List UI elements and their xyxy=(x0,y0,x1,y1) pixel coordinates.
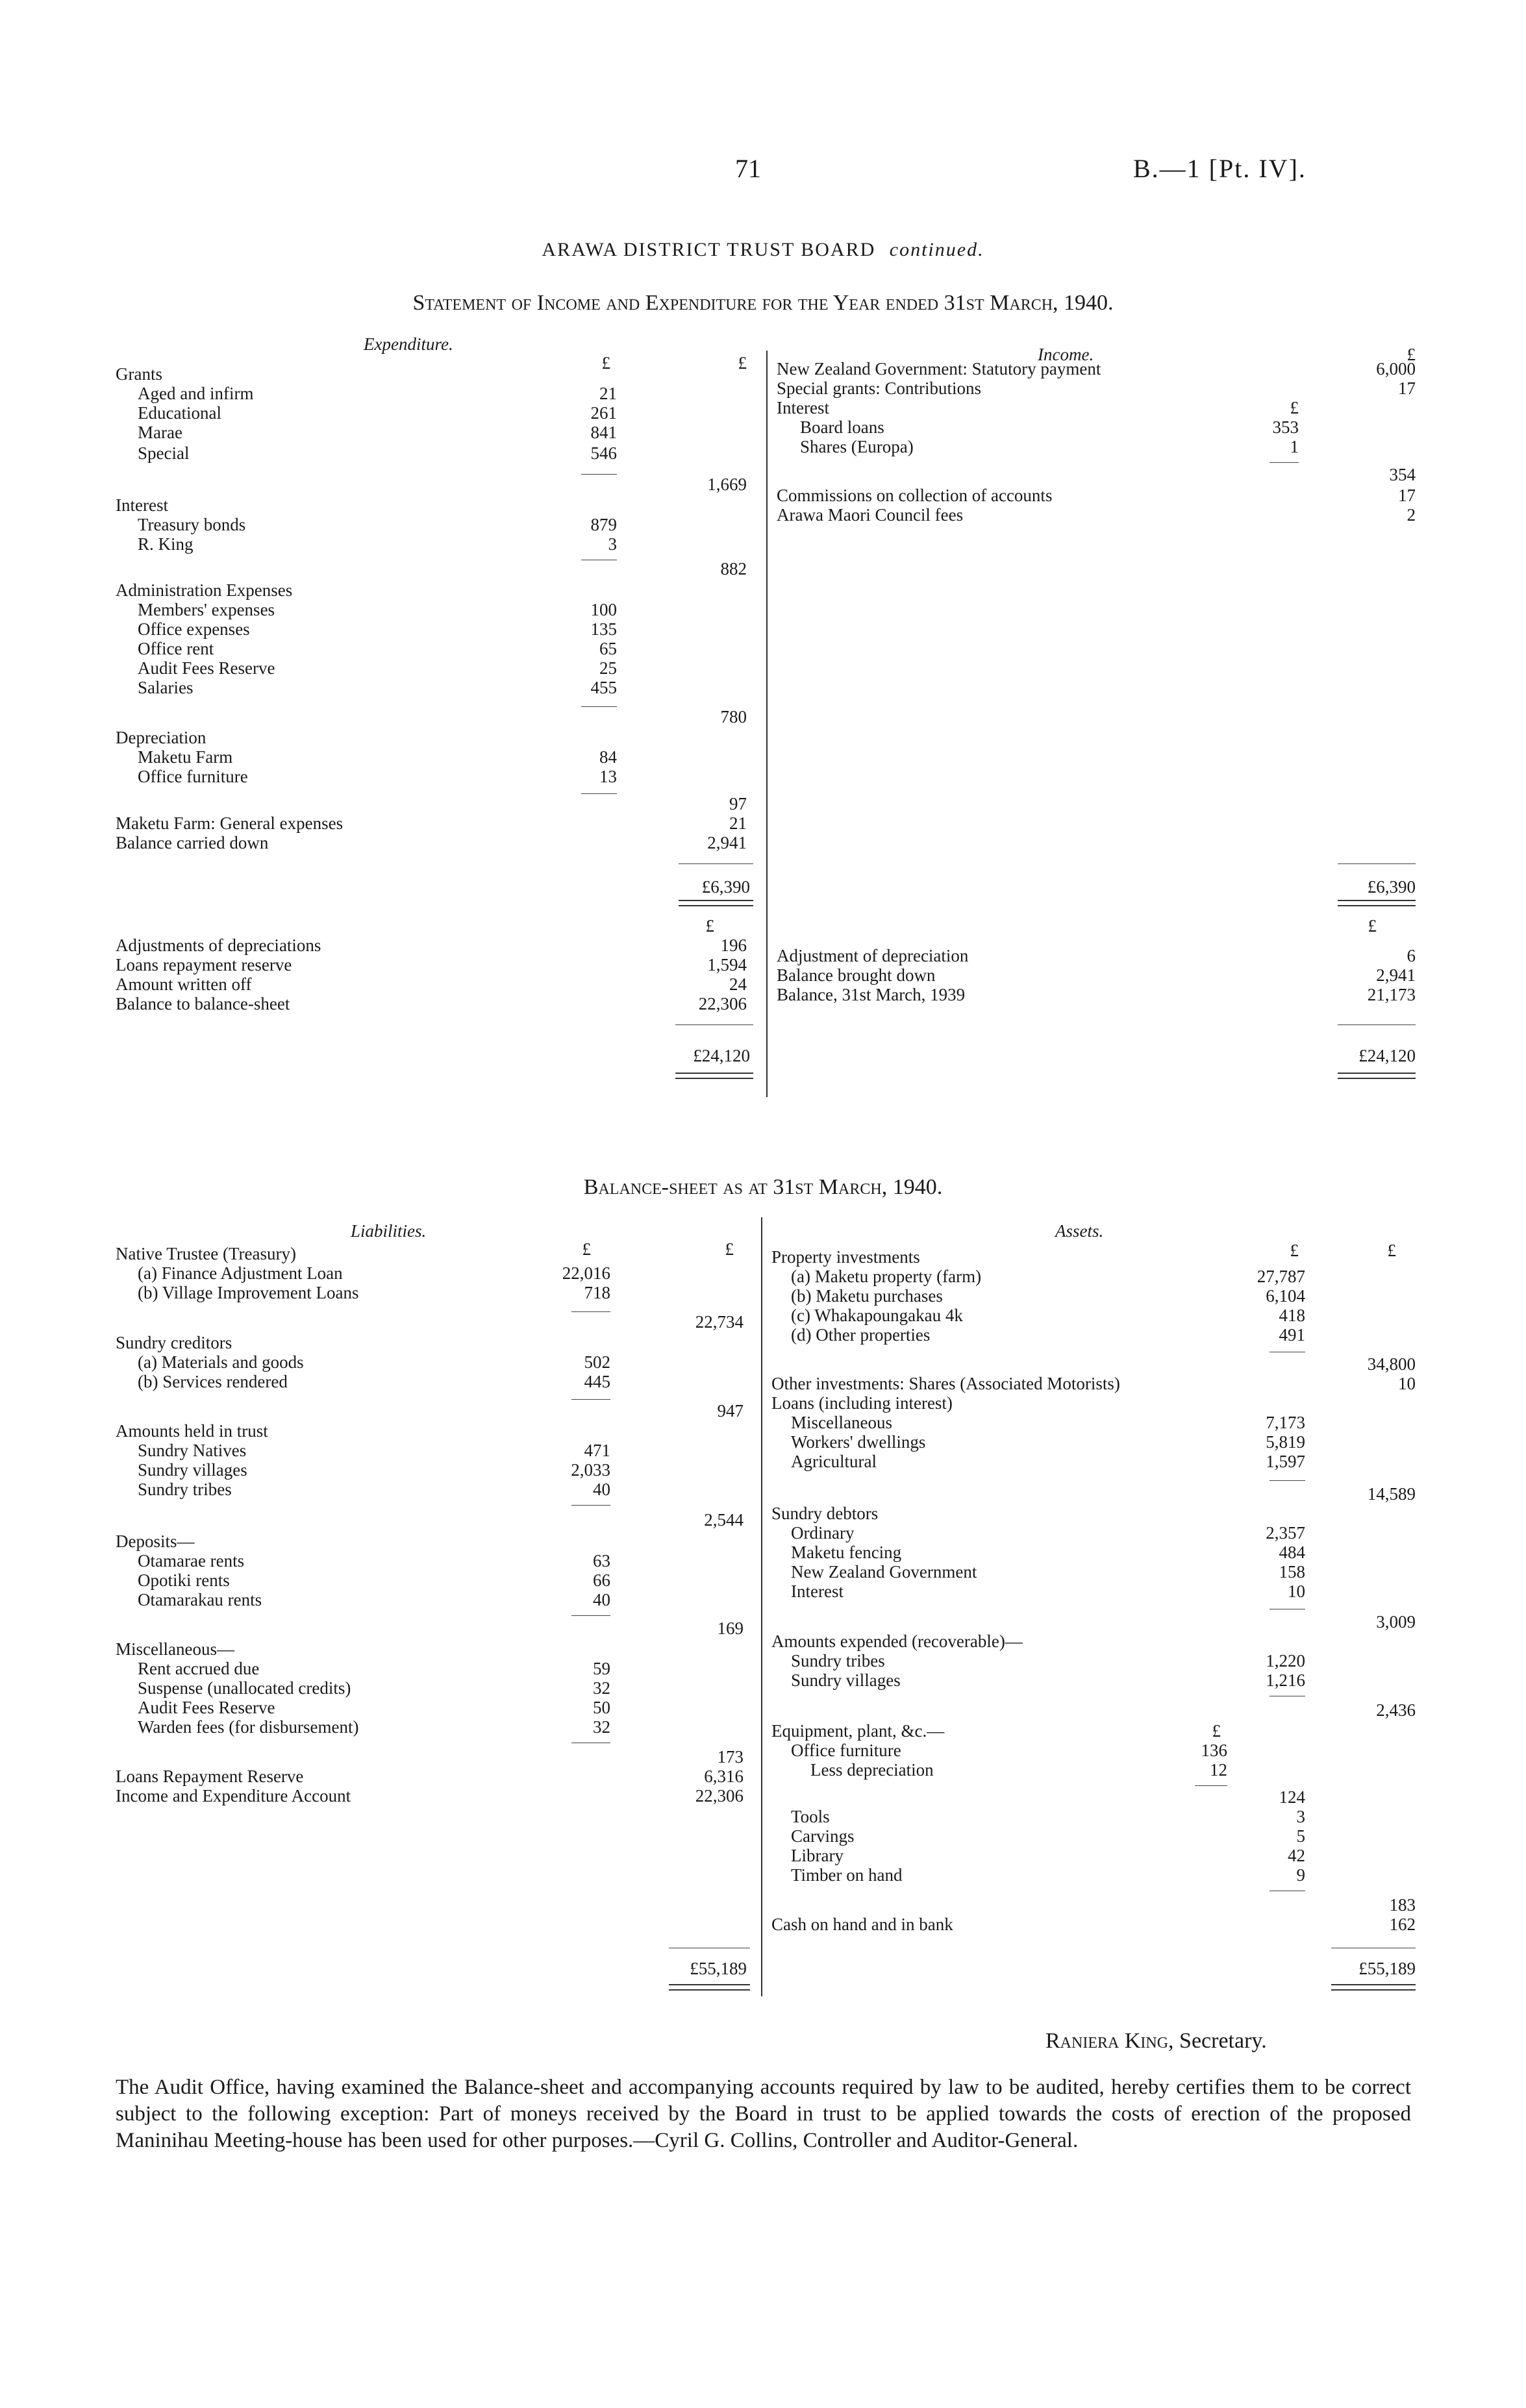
exp-col1-currency: £ xyxy=(601,353,610,373)
suspense-amount: 32 xyxy=(593,1678,610,1698)
liab-col2-currency: £ xyxy=(725,1239,734,1259)
signature: Raniera King, Secretary. xyxy=(1045,2029,1267,2053)
timber-label: Timber on hand xyxy=(791,1865,903,1885)
loans-reserve-amount: 1,594 xyxy=(707,955,747,974)
exp-total-rule xyxy=(679,863,753,864)
debtors-ordinary-label: Ordinary xyxy=(791,1523,855,1543)
trust-tribes-amount: 40 xyxy=(593,1480,610,1499)
rent-accrued-amount: 59 xyxy=(593,1659,610,1678)
materials-amount: 502 xyxy=(584,1352,610,1372)
signature-name: Raniera King xyxy=(1045,2029,1169,2053)
admin-members-label: Members' expenses xyxy=(138,600,275,619)
trust-villages-amount: 2,033 xyxy=(571,1460,610,1480)
inc-total: £6,390 xyxy=(1367,877,1416,897)
suspense-label: Suspense (unallocated credits) xyxy=(138,1678,351,1698)
assets-total: £55,189 xyxy=(1358,1959,1416,1978)
admin-subtotal-rule xyxy=(581,706,617,707)
special-grants-label: Special grants: Contributions xyxy=(777,379,981,398)
other-properties-amount: 491 xyxy=(1279,1325,1305,1345)
recoverable-tribes-label: Sundry tribes xyxy=(791,1651,885,1670)
balance-to-bs-amount: 22,306 xyxy=(698,994,747,1013)
admin-office-exp-label: Office expenses xyxy=(138,619,250,639)
equip-currency: £ xyxy=(1212,1721,1221,1741)
opotiki-label: Opotiki rents xyxy=(138,1570,230,1590)
less-depreciation-amount: 12 xyxy=(1210,1760,1227,1780)
admin-office-exp-amount: 135 xyxy=(590,619,617,639)
audit-reserve-amount: 50 xyxy=(593,1698,610,1717)
council-fees-label: Arawa Maori Council fees xyxy=(777,505,964,525)
native-trustee-label: Native Trustee (Treasury) xyxy=(116,1244,296,1263)
grants-label: Grants xyxy=(116,364,162,384)
warden-fees-label: Warden fees (for disbursement) xyxy=(138,1717,359,1737)
interest-total: 882 xyxy=(720,559,747,578)
maketu-fencing-label: Maketu fencing xyxy=(791,1543,902,1562)
agricultural-label: Agricultural xyxy=(791,1452,877,1471)
cash-amount: 162 xyxy=(1389,1915,1416,1934)
services-label: (b) Services rendered xyxy=(138,1372,288,1391)
whakapoungakau-amount: 418 xyxy=(1279,1306,1305,1325)
ie-account-amount: 22,306 xyxy=(695,1786,744,1806)
interest-label: Interest xyxy=(116,495,168,515)
asset-col2-currency: £ xyxy=(1387,1241,1396,1260)
tools-amount: 3 xyxy=(1296,1807,1305,1826)
inc-col2-currency: £ xyxy=(1407,345,1416,364)
liabilities-total: £55,189 xyxy=(690,1959,747,1978)
exp-total: £6,390 xyxy=(701,877,750,897)
admin-label: Administration Expenses xyxy=(116,580,293,600)
written-off-amount: 24 xyxy=(729,974,747,994)
bs-column-divider xyxy=(761,1217,762,1996)
admin-rent-label: Office rent xyxy=(138,639,214,658)
interest-treasury-amount: 879 xyxy=(590,515,617,534)
admin-rent-amount: 65 xyxy=(599,639,617,658)
native-trustee-rule xyxy=(571,1311,610,1312)
workers-dwellings-label: Workers' dwellings xyxy=(791,1432,926,1452)
signature-role: Secretary. xyxy=(1179,2029,1267,2053)
misc-total: 173 xyxy=(717,1747,744,1767)
other-investments-label: Other investments: Shares (Associated Motorists) xyxy=(771,1374,1120,1393)
workers-dwellings-amount: 5,819 xyxy=(1266,1432,1305,1452)
approp-right-total: £24,120 xyxy=(1358,1046,1416,1065)
net-furniture-amount: 124 xyxy=(1279,1787,1305,1807)
village-loans-label: (b) Village Improvement Loans xyxy=(138,1283,359,1302)
deposits-total: 169 xyxy=(717,1619,744,1638)
admin-salaries-label: Salaries xyxy=(138,678,194,697)
shares-europa-amount: 1 xyxy=(1290,437,1299,456)
commissions-amount: 17 xyxy=(1398,486,1416,505)
maketu-general-label: Maketu Farm: General expenses xyxy=(116,813,344,833)
commissions-label: Commissions on collection of accounts xyxy=(777,486,1053,505)
trust-label: Amounts held in trust xyxy=(116,1421,268,1441)
office-furniture-amount: 136 xyxy=(1201,1741,1227,1760)
balance-cd-amount: 2,941 xyxy=(707,833,747,852)
ngov-label: New Zealand Government: Statutory payment xyxy=(777,359,1101,379)
otamarae-amount: 63 xyxy=(593,1551,610,1570)
grant-educational-amount: 261 xyxy=(590,403,617,423)
furniture-rule xyxy=(1195,1785,1227,1786)
depreciation-label: Depreciation xyxy=(116,728,206,747)
trust-natives-amount: 471 xyxy=(584,1441,610,1460)
approp-left-total: £24,120 xyxy=(693,1046,750,1065)
grant-marae-label: Marae xyxy=(138,423,182,442)
nz-government-label: New Zealand Government xyxy=(791,1562,977,1582)
adj-depreciation-label: Adjustment of depreciation xyxy=(777,946,969,965)
approp-left-double-rule xyxy=(675,1073,753,1079)
recoverable-label: Amounts expended (recoverable)— xyxy=(771,1632,1023,1651)
grants-total: 1,669 xyxy=(707,475,747,494)
expenditure-heading: Expenditure. xyxy=(364,334,453,354)
otamarakau-label: Otamarakau rents xyxy=(138,1590,262,1609)
trust-rule xyxy=(571,1505,610,1506)
finance-loan-label: (a) Finance Adjustment Loan xyxy=(138,1263,343,1283)
rent-accrued-label: Rent accrued due xyxy=(138,1659,260,1678)
liabilities-heading: Liabilities. xyxy=(351,1221,427,1241)
warden-fees-amount: 32 xyxy=(593,1717,610,1737)
interest-treasury-label: Treasury bonds xyxy=(138,515,246,534)
dep-furniture-label: Office furniture xyxy=(138,767,248,786)
board-loans-amount: 353 xyxy=(1272,417,1299,437)
loans-total: 14,589 xyxy=(1367,1484,1416,1504)
loans-reserve-label: Loans repayment reserve xyxy=(116,955,292,974)
loans-label: Loans (including interest) xyxy=(771,1393,953,1413)
native-trustee-total: 22,734 xyxy=(695,1312,744,1332)
debtors-interest-label: Interest xyxy=(791,1582,844,1601)
maketu-fencing-amount: 484 xyxy=(1279,1543,1305,1562)
income-interest-total: 354 xyxy=(1389,465,1416,484)
income-interest-rule xyxy=(1270,462,1299,463)
balance-bd-amount: 2,941 xyxy=(1376,965,1416,985)
document-reference: B.—1 [Pt. IV]. xyxy=(1133,154,1307,183)
equipment-label: Equipment, plant, &c.— xyxy=(771,1721,945,1741)
debtors-total: 3,009 xyxy=(1376,1612,1416,1632)
carvings-label: Carvings xyxy=(791,1826,855,1846)
inc-total-rule xyxy=(1338,863,1416,864)
ngov-amount: 6,000 xyxy=(1376,359,1416,379)
trust-tribes-label: Sundry tribes xyxy=(138,1480,232,1499)
audit-reserve-label: Audit Fees Reserve xyxy=(138,1698,275,1717)
timber-amount: 9 xyxy=(1296,1865,1305,1885)
whakapoungakau-label: (c) Whakapoungakau 4k xyxy=(791,1306,963,1325)
nz-government-amount: 158 xyxy=(1279,1562,1305,1582)
admin-total: 780 xyxy=(720,707,747,726)
exp-col2-currency: £ xyxy=(738,353,747,373)
maketu-property-label: (a) Maketu property (farm) xyxy=(791,1267,982,1286)
recoverable-villages-amount: 1,216 xyxy=(1266,1670,1305,1690)
board-title-main: ARAWA DISTRICT TRUST BOARD xyxy=(542,239,876,260)
adj-depreciation-amount: 6 xyxy=(1407,946,1416,965)
loans-misc-label: Miscellaneous xyxy=(791,1413,892,1432)
approp-left-currency: £ xyxy=(705,916,714,936)
maketu-purchases-amount: 6,104 xyxy=(1266,1286,1305,1306)
debtors-interest-amount: 10 xyxy=(1288,1582,1305,1601)
balance-sheet-title: Balance-sheet as at 31st March, 1940. xyxy=(583,1175,943,1199)
debtors-label: Sundry debtors xyxy=(771,1504,879,1523)
loans-repayment-reserve-amount: 6,316 xyxy=(704,1767,744,1786)
balance-to-bs-label: Balance to balance-sheet xyxy=(116,994,290,1013)
grant-marae-amount: 841 xyxy=(590,423,617,442)
interest-king-amount: 3 xyxy=(608,534,617,554)
adj-depreciations-label: Adjustments of depreciations xyxy=(116,936,321,955)
interest-king-label: R. King xyxy=(138,534,194,554)
sundry-creditors-total: 947 xyxy=(717,1401,744,1421)
board-loans-label: Board loans xyxy=(800,417,884,437)
inc-col1-currency: £ xyxy=(1290,398,1299,417)
approp-right-double-rule xyxy=(1338,1073,1416,1079)
grant-aged-label: Aged and infirm xyxy=(138,384,254,403)
ie-account-label: Income and Expenditure Account xyxy=(116,1786,351,1806)
balance-1939-label: Balance, 31st March, 1939 xyxy=(777,985,966,1004)
balance-1939-amount: 21,173 xyxy=(1367,985,1416,1004)
trust-total: 2,544 xyxy=(704,1510,744,1530)
approp-left-rule xyxy=(675,1024,753,1025)
office-furniture-label: Office furniture xyxy=(791,1741,901,1760)
assets-heading: Assets. xyxy=(1055,1221,1104,1241)
statement-title: Statement of Income and Expenditure for the Year ended 31st March, 1940. xyxy=(412,291,1114,315)
trust-natives-label: Sundry Natives xyxy=(138,1441,247,1460)
admin-salaries-amount: 455 xyxy=(590,678,617,697)
loans-repayment-reserve-label: Loans Repayment Reserve xyxy=(116,1767,304,1786)
dep-farm-amount: 84 xyxy=(599,747,617,767)
council-fees-amount: 2 xyxy=(1407,505,1416,525)
dep-subtotal-rule xyxy=(581,793,617,794)
balance-bd-label: Balance brought down xyxy=(777,965,936,985)
otamarae-label: Otamarae rents xyxy=(138,1551,245,1570)
property-label: Property investments xyxy=(771,1247,920,1267)
village-loans-amount: 718 xyxy=(584,1283,610,1302)
recoverable-villages-label: Sundry villages xyxy=(791,1670,901,1690)
income-interest-label: Interest xyxy=(777,398,829,417)
recoverable-total: 2,436 xyxy=(1376,1700,1416,1720)
other-investments-amount: 10 xyxy=(1398,1374,1416,1393)
admin-members-amount: 100 xyxy=(590,600,617,619)
grants-subtotal-rule xyxy=(581,474,617,475)
admin-audit-amount: 25 xyxy=(599,658,617,678)
trust-villages-label: Sundry villages xyxy=(138,1460,247,1480)
board-title-continued: continued. xyxy=(889,239,984,260)
asset-col1-currency: £ xyxy=(1290,1241,1299,1260)
balance-cd-label: Balance carried down xyxy=(116,833,269,852)
property-total: 34,800 xyxy=(1367,1354,1416,1374)
maketu-property-amount: 27,787 xyxy=(1257,1267,1305,1286)
loans-misc-amount: 7,173 xyxy=(1266,1413,1305,1432)
page-number: 71 xyxy=(735,154,761,183)
deposits-label: Deposits— xyxy=(116,1532,195,1551)
inc-total-double-rule xyxy=(1338,900,1416,906)
deposits-rule xyxy=(571,1615,610,1616)
approp-right-rule xyxy=(1338,1024,1416,1025)
grant-aged-amount: 21 xyxy=(599,384,617,403)
debtors-ordinary-amount: 2,357 xyxy=(1266,1523,1305,1543)
loans-rule xyxy=(1270,1480,1305,1481)
maketu-purchases-label: (b) Maketu purchases xyxy=(791,1286,943,1306)
less-depreciation-label: Less depreciation xyxy=(810,1760,934,1780)
special-grants-amount: 17 xyxy=(1398,379,1416,398)
other-properties-label: (d) Other properties xyxy=(791,1325,931,1345)
library-label: Library xyxy=(791,1846,844,1865)
misc-label: Miscellaneous— xyxy=(116,1639,234,1659)
recoverable-tribes-amount: 1,220 xyxy=(1266,1651,1305,1670)
grant-special-amount: 546 xyxy=(590,443,617,463)
dep-farm-label: Maketu Farm xyxy=(138,747,233,767)
cash-label: Cash on hand and in bank xyxy=(771,1915,953,1934)
sundry-creditors-label: Sundry creditors xyxy=(116,1333,232,1352)
liab-col1-currency: £ xyxy=(582,1239,591,1259)
agricultural-amount: 1,597 xyxy=(1266,1452,1305,1471)
admin-audit-label: Audit Fees Reserve xyxy=(138,658,275,678)
shares-europa-label: Shares (Europa) xyxy=(800,437,914,456)
audit-certificate: The Audit Office, having examined the Balance-sheet and accompanying accounts required by law to be audited, hereby certifies them to be correct subject to the following exception: Part of moneys received by the Board in trust to be applied towards the costs of erection of the proposed Maninihau Meeting-house has been used for other purposes.—Cyril G. Collins, Controller and Auditor-General. xyxy=(116,2076,1411,2152)
tools-label: Tools xyxy=(791,1807,830,1826)
creditors-rule xyxy=(571,1399,610,1400)
exp-total-double-rule xyxy=(679,900,753,906)
opotiki-amount: 66 xyxy=(593,1570,610,1590)
dep-furniture-amount: 13 xyxy=(599,767,617,786)
carvings-amount: 5 xyxy=(1296,1826,1305,1846)
income-heading: Income. xyxy=(1038,345,1094,364)
liab-total-double-rule xyxy=(669,1984,750,1991)
grant-educational-label: Educational xyxy=(138,403,221,423)
services-amount: 445 xyxy=(584,1372,610,1391)
finance-loan-amount: 22,016 xyxy=(562,1263,610,1283)
grant-special-label: Special xyxy=(138,443,190,463)
dep-total: 97 xyxy=(729,794,747,813)
adj-depreciations-amount: 196 xyxy=(720,936,747,955)
ie-column-divider xyxy=(766,351,768,1097)
library-amount: 42 xyxy=(1288,1846,1305,1865)
approp-right-currency: £ xyxy=(1368,916,1377,936)
maketu-general-amount: 21 xyxy=(729,813,747,833)
otamarakau-amount: 40 xyxy=(593,1590,610,1609)
equipment-total: 183 xyxy=(1389,1895,1416,1915)
board-title xyxy=(0,239,1526,261)
assets-total-double-rule xyxy=(1331,1984,1416,1991)
written-off-label: Amount written off xyxy=(116,974,252,994)
materials-label: (a) Materials and goods xyxy=(138,1352,304,1372)
